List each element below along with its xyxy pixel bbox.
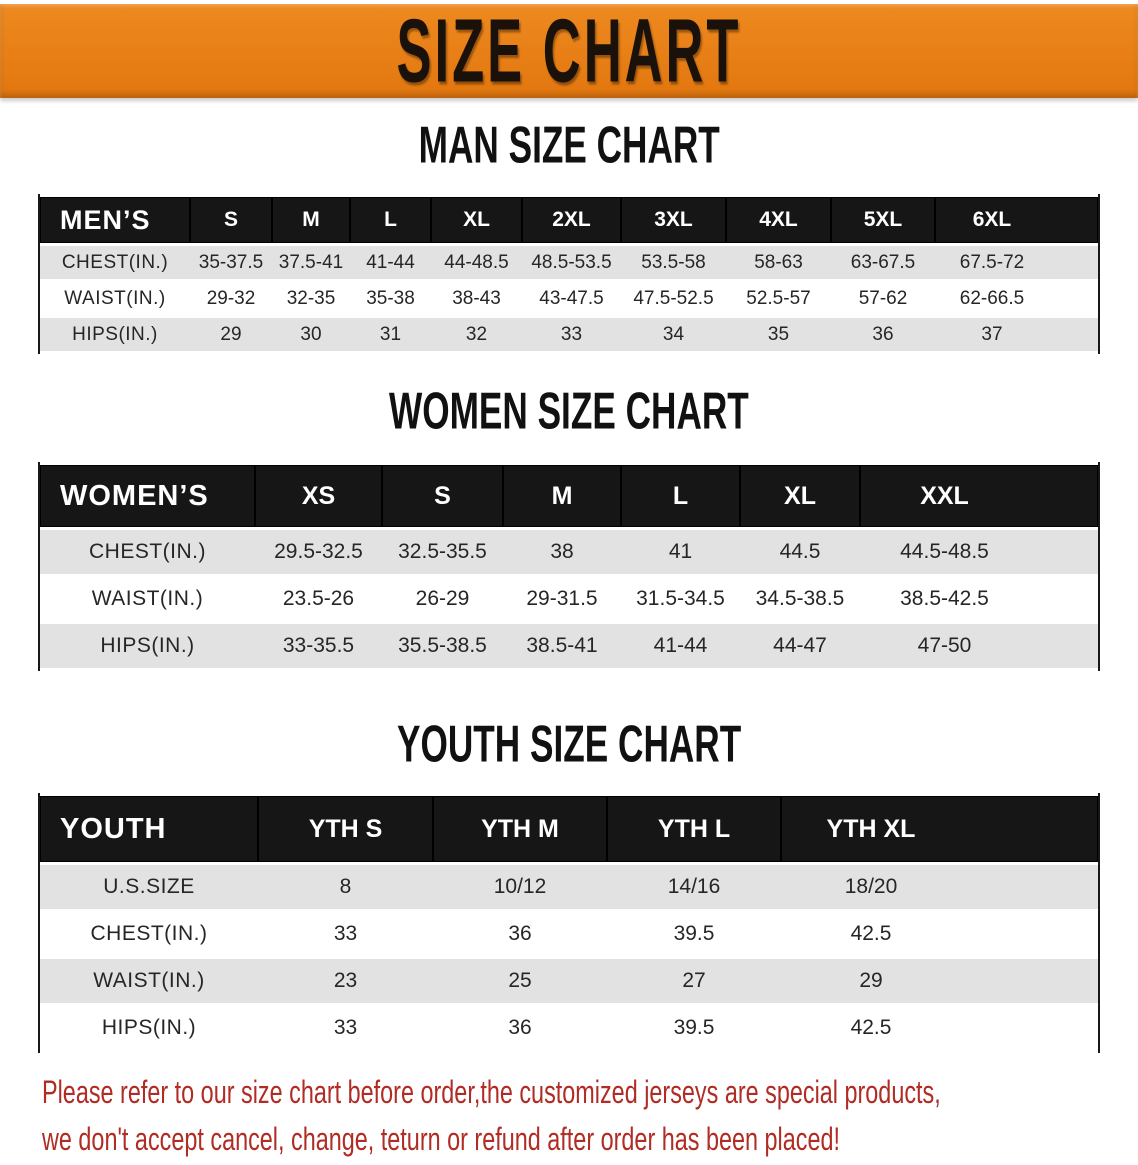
men-chest-row — [40, 246, 1098, 279]
row-label-cell: HIPS(IN.) — [40, 318, 190, 351]
value-cell: 31.5-34.5 — [621, 577, 740, 621]
youth-size-chart-heading-text: YOUTH SIZE CHART — [396, 715, 742, 774]
banner-title: SIZE CHART — [396, 1, 742, 101]
value-cell: 34.5-38.5 — [740, 577, 860, 621]
row-label-cell: CHEST(IN.) — [40, 530, 255, 574]
value-cell: 36 — [433, 1006, 607, 1050]
size-header-cell: 4XL — [726, 197, 831, 243]
value-cell: 48.5-53.5 — [522, 246, 621, 279]
youth-size-table — [38, 793, 1100, 1053]
size-header-cell: S — [382, 465, 503, 527]
value-cell: 35-37.5 — [190, 246, 272, 279]
value-cell: 32-35 — [272, 282, 350, 315]
man-size-chart-heading-text: MAN SIZE CHART — [418, 116, 720, 175]
value-cell: 26-29 — [382, 577, 503, 621]
women-size-chart-heading-text: WOMEN SIZE CHART — [389, 382, 749, 441]
value-cell: 29 — [781, 959, 1098, 1003]
value-cell: 43-47.5 — [522, 282, 621, 315]
size-header-cell: XL — [740, 465, 860, 527]
men-waist-row — [40, 282, 1098, 315]
women-chest-row — [40, 530, 1098, 574]
size-header-cell: YTH XL — [781, 796, 1098, 862]
value-cell: 67.5-72 — [935, 246, 1098, 279]
value-cell: 44.5 — [740, 530, 860, 574]
value-cell: 29.5-32.5 — [255, 530, 382, 574]
row-label-cell: WAIST(IN.) — [40, 959, 258, 1003]
value-cell: 31 — [350, 318, 431, 351]
value-cell: 32.5-35.5 — [382, 530, 503, 574]
value-cell: 29-31.5 — [503, 577, 621, 621]
value-cell: 29 — [190, 318, 272, 351]
size-chart-page — [0, 1, 1138, 1163]
women-size-chart-heading — [0, 382, 1138, 441]
value-cell: 44-47 — [740, 624, 860, 668]
size-header-cell: S — [190, 197, 272, 243]
size-header-cell: L — [621, 465, 740, 527]
row-label-cell: HIPS(IN.) — [40, 624, 255, 668]
value-cell: 37 — [935, 318, 1098, 351]
value-cell: 38-43 — [431, 282, 522, 315]
value-cell: 58-63 — [726, 246, 831, 279]
row-label-cell: U.S.SIZE — [40, 865, 258, 909]
value-cell: 33-35.5 — [255, 624, 382, 668]
men-hips-row — [40, 318, 1098, 351]
size-header-cell: M — [272, 197, 350, 243]
disclaimer-line-1: Please refer to our size chart before order,the customized jerseys are special products, — [42, 1074, 941, 1111]
value-cell: 39.5 — [607, 1006, 781, 1050]
value-cell: 53.5-58 — [621, 246, 726, 279]
disclaimer — [0, 1069, 1138, 1163]
value-cell: 57-62 — [831, 282, 935, 315]
value-cell: 23.5-26 — [255, 577, 382, 621]
men-table-label: MEN’S — [40, 197, 190, 243]
value-cell: 38.5-42.5 — [860, 577, 1098, 621]
man-size-chart-heading — [0, 116, 1138, 175]
youth-hips-row — [40, 1006, 1098, 1050]
value-cell: 14/16 — [607, 865, 781, 909]
men-size-table — [38, 194, 1100, 354]
value-cell: 37.5-41 — [272, 246, 350, 279]
size-header-cell: XS — [255, 465, 382, 527]
youth-header-row — [40, 796, 1098, 862]
size-header-cell: YTH L — [607, 796, 781, 862]
women-hips-row — [40, 624, 1098, 668]
size-header-cell: YTH M — [433, 796, 607, 862]
women-header-row — [40, 465, 1098, 527]
women-waist-row — [40, 577, 1098, 621]
value-cell: 23 — [258, 959, 433, 1003]
size-header-cell: XL — [431, 197, 522, 243]
men-header-row — [40, 197, 1098, 243]
row-label-cell: HIPS(IN.) — [40, 1006, 258, 1050]
value-cell: 63-67.5 — [831, 246, 935, 279]
size-header-cell: 3XL — [621, 197, 726, 243]
value-cell: 10/12 — [433, 865, 607, 909]
youth-size-chart-heading — [0, 715, 1138, 774]
value-cell: 18/20 — [781, 865, 1098, 909]
value-cell: 34 — [621, 318, 726, 351]
size-header-cell: M — [503, 465, 621, 527]
value-cell: 42.5 — [781, 912, 1098, 956]
value-cell: 25 — [433, 959, 607, 1003]
value-cell: 38 — [503, 530, 621, 574]
value-cell: 29-32 — [190, 282, 272, 315]
size-header-cell: 6XL — [935, 197, 1098, 243]
youth-waist-row — [40, 959, 1098, 1003]
row-label-cell: CHEST(IN.) — [40, 912, 258, 956]
size-header-cell: YTH S — [258, 796, 433, 862]
youth-table-label: YOUTH — [40, 796, 258, 862]
value-cell: 41-44 — [350, 246, 431, 279]
value-cell: 33 — [258, 912, 433, 956]
value-cell: 39.5 — [607, 912, 781, 956]
youth-chest-row — [40, 912, 1098, 956]
size-header-cell: 5XL — [831, 197, 935, 243]
value-cell: 47.5-52.5 — [621, 282, 726, 315]
row-label-cell: CHEST(IN.) — [40, 246, 190, 279]
value-cell: 47-50 — [860, 624, 1098, 668]
size-header-cell: XXL — [860, 465, 1098, 527]
size-header-cell: L — [350, 197, 431, 243]
value-cell: 33 — [522, 318, 621, 351]
value-cell: 35 — [726, 318, 831, 351]
row-label-cell: WAIST(IN.) — [40, 577, 255, 621]
value-cell: 27 — [607, 959, 781, 1003]
value-cell: 52.5-57 — [726, 282, 831, 315]
value-cell: 41 — [621, 530, 740, 574]
size-header-cell: 2XL — [522, 197, 621, 243]
disclaimer-line-2: we don't accept cancel, change, teturn or refund after order has been placed! — [42, 1121, 840, 1158]
value-cell: 33 — [258, 1006, 433, 1050]
row-label-cell: WAIST(IN.) — [40, 282, 190, 315]
value-cell: 8 — [258, 865, 433, 909]
value-cell: 62-66.5 — [935, 282, 1098, 315]
value-cell: 36 — [831, 318, 935, 351]
value-cell: 41-44 — [621, 624, 740, 668]
value-cell: 35.5-38.5 — [382, 624, 503, 668]
value-cell: 42.5 — [781, 1006, 1098, 1050]
value-cell: 38.5-41 — [503, 624, 621, 668]
banner — [0, 1, 1138, 101]
value-cell: 35-38 — [350, 282, 431, 315]
women-table-label: WOMEN’S — [40, 465, 255, 527]
youth-ussize-row — [40, 865, 1098, 909]
value-cell: 44-48.5 — [431, 246, 522, 279]
women-size-table — [38, 462, 1100, 671]
value-cell: 32 — [431, 318, 522, 351]
value-cell: 30 — [272, 318, 350, 351]
value-cell: 44.5-48.5 — [860, 530, 1098, 574]
value-cell: 36 — [433, 912, 607, 956]
